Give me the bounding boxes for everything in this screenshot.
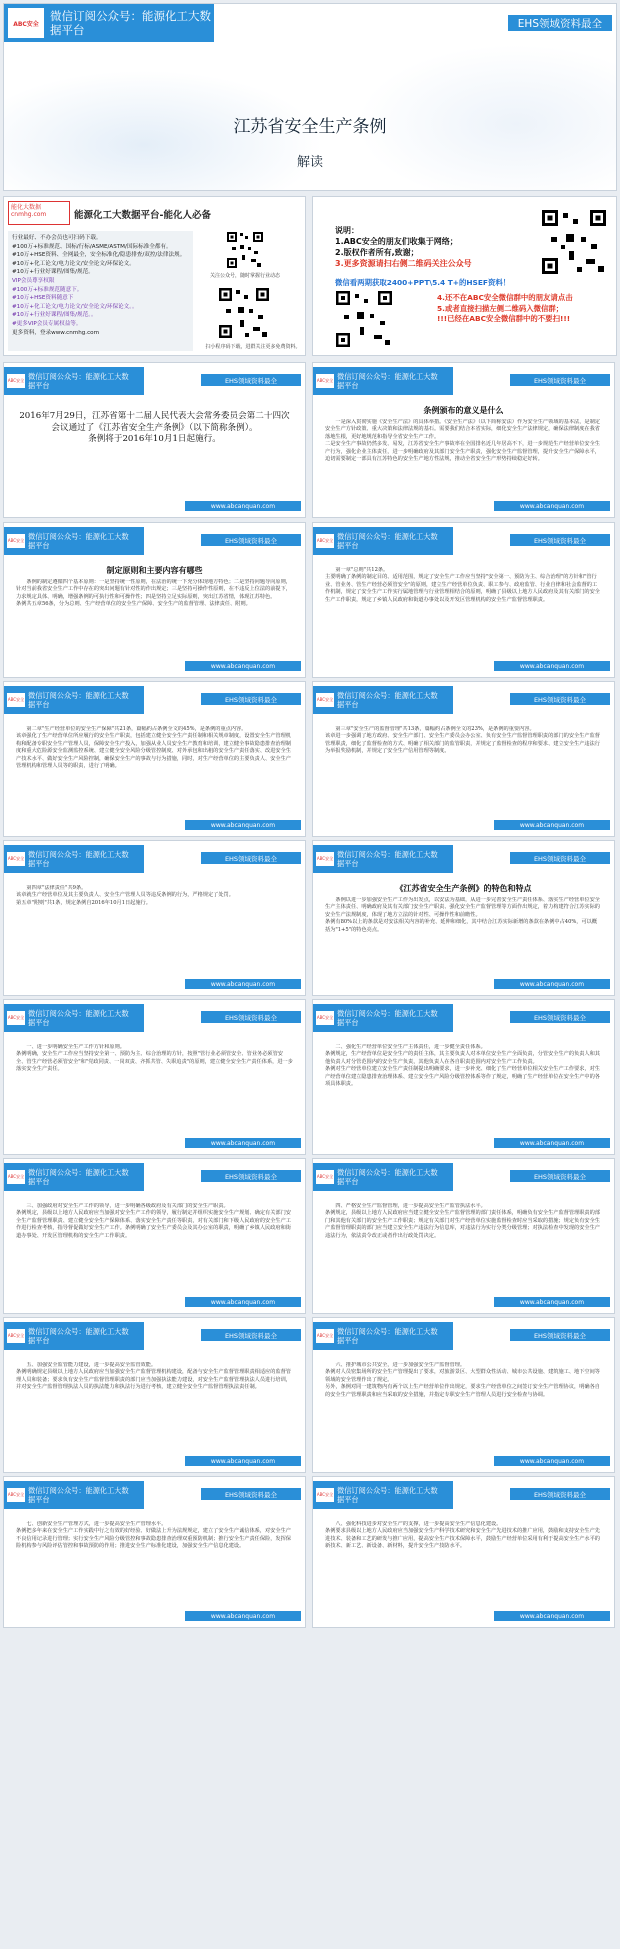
slide-header-left-text: 微信订阅公众号：能源化工大数据平台 [337,1327,438,1345]
footer-url-link[interactable]: www.abcanquan.com [494,979,610,989]
ad-line: #100万+标准规范随意下。 [12,286,83,293]
ad-line: #更多VIP会员专属权益等。 [12,320,82,327]
content-slide [3,522,306,678]
header-banner [4,4,214,42]
slide-header-right-text: EHS领域资料最全 [201,1329,301,1341]
slide-header-left-text: 微信订阅公众号：能源化工大数据平台 [28,850,129,868]
highlight-line: 微信看两期获取2400+PPT\5.4 T+的HSEF资料！ [335,278,511,287]
content-slide [3,362,306,518]
abc-logo: ABC安全 [8,8,44,38]
slide-header-right-text: EHS领域资料最全 [510,693,610,705]
note-line: 5.或者直接扫描左侧二维码入微信群； [437,303,564,313]
notice-item: 2.版权作者所有,致谢； [335,248,419,257]
slide-heading: 制定原则和主要内容有哪些 [106,565,203,575]
slide-header-right-text: EHS领域资料最全 [201,374,301,386]
slide-header-left-text: 微信订阅公众号：能源化工大数据平台 [28,691,129,709]
slide-body: 2016年7月29日，江苏省第十二届人民代表大会常务委员会第二十四次会议通过了《江苏省安全生产条例》（以下简称条例）。 条例将于2016年10月1日起施行。 [19,411,290,444]
slide-body: 一、进一步明确安全生产工作方针和原则。 条例明确，安全生产工作应当坚持安全第一、预防为主、综合治理的方针，按照"管行业必须管安全、管业务必须管安全、管生产经营必须管安全"和"党政同责、一岗双责、齐抓共管、失职追责"的原则，建立健全安全生产责任体系，进一步落实安全生产责任。 [16,1044,293,1073]
slide-header-right-text: EHS领域资料最全 [201,534,301,546]
abc-logo: ABC安全 [7,693,25,707]
footer-url-link[interactable]: www.abcanquan.com [185,1456,301,1466]
abc-logo: ABC安全 [7,852,25,866]
abc-logo: ABC安全 [7,1488,25,1502]
slide-header-banner [313,686,453,714]
slide-body: 第二章"生产经营单位的安全生产保障"共21条，篇幅约占条例全文的45%，是条例的重点内容。 该章强化了生产经营单位所应履行的安全生产职责，包括建立健全安全生产责任制和相关规章制度，设置安全生产管理机构和配备专职安全生产管理人员，保障安全生产投入，加强从业人员安全生产教育和培训，建立健全事故隐患排查治理制度和重大危险源安全监测监控系统、建立健全安全风险分级管控制度、对外承包和出租的安全生产责任落实、改进安全生产技术水平、做好安全生产风险控制，确保安全生产的事故与行为措施，同时，对生产经营单位的主要负责人、安全生产管理机构和管理人员等的职责，进行了明确。 [16,726,291,770]
slide-header-banner [4,1481,144,1509]
content-slide [312,362,615,518]
content-slide [3,999,306,1155]
mini-program-qr-icon[interactable] [218,287,270,339]
ad-heading: 能源化工大数据平台-能化人必备 [74,210,211,221]
page-subtitle: 解读 [296,155,323,170]
slide-body: 第四章"法律责任"共9条。 该章就生产经营单位及其主要负责人、安全生产管理人员等违反条例的行为，严格规定了处罚。 第五章"附则"共1条，规定条例自2016年10月1日起施行。 [16,885,234,906]
slide-header-banner [4,845,144,873]
page-title: 江苏省安全生产条例 [233,117,387,137]
ad-line: #100万+标准规范、国标/行标/ASME/ASTM/国际标准全都有。 [12,243,172,250]
slide-header-left-text: 微信订阅公众号：能源化工大数据平台 [28,532,129,550]
slide-header-right-text: EHS领域资料最全 [510,1170,610,1182]
ad-line: #10万+行业好课程/图集/规范。 [12,269,94,276]
abc-logo: ABC安全 [316,852,334,866]
footer-url-link[interactable]: www.abcanquan.com [185,1611,301,1621]
footer-url-link[interactable]: www.abcanquan.com [494,820,610,830]
slide-header-banner [313,1163,453,1191]
footer-url-link[interactable]: www.abcanquan.com [494,501,610,511]
slide-header-banner [313,1481,453,1509]
notice-block [335,225,472,269]
ad-line: 行业最好、不办会员也可扫码下载。 [12,235,102,241]
footer-url-link[interactable]: www.abcanquan.com [494,1611,610,1621]
footer-url-link[interactable]: www.abcanquan.com [185,1138,301,1148]
slide-header-right-text: EHS领域资料最全 [201,1170,301,1182]
ad-line: #10万+HSE资料随意下 [12,295,74,302]
slide-header-right-text: EHS领域资料最全 [201,1488,301,1500]
footer-url-link[interactable]: www.abcanquan.com [494,1456,610,1466]
slide-body: 三、加强政府对安全生产工作的领导，进一步明确各级政府及有关部门的安全生产职责。 条例规定，县级以上地方人民政府应当加强对安全生产工作的领导，履行制定并组织实施安全生产规划、确定有关部门安全生产监督管理职责、建立健全安全生产保障体系、落实安全生产责任等职责，对有关部门和下级人民政府的安全生产工作进行检查考核，指导督促做好安全生产工作。条例明确了安全生产委员会及其办公室的职责，明确了乡镇人民政府和街道办事处、开发区管理机构的安全生产工作职责。 [16,1203,291,1239]
title-slide [3,3,617,191]
qr-code-icon[interactable] [226,231,264,269]
slide-body: 二、强化生产经营单位安全生产主体责任，进一步健全责任体系。 条例规定，生产经营单位是安全生产的责任主体，其主要负责人对本单位安全生产全面负责，分管安全生产的负责人和其他负责人对分管范围内的安全生产负责，其他负责人在各自职责范围内对安全生产工作负责。 条例对生产经营单位建立安全生产责任制提出明确要求，进一步补充、细化了生产经营单位相关安全生产工作要求，对生产经营单位建立隐患排查治理体系、建立安全生产风险分级管控体系等作了规定，明确了生产经营单位在安全生产中的各项具体职责。 [325,1044,600,1088]
abc-logo: ABC安全 [7,1329,25,1343]
content-slide [312,1158,615,1314]
footer-url-link[interactable]: www.abcanquan.com [185,979,301,989]
slide-header-banner [313,367,453,395]
slide-header-left-text: 微信订阅公众号：能源化工大数据平台 [28,1009,129,1027]
slide-body: 七、创新安全生产管理方式，进一步提高安全生产管理水平。 条例把多年来在安全生产工作实践中行之有效的好经验、好做法上升为法规规定，建立了安全生产诚信体系，对安全生产不良信用记录进行管理；实行安全生产风险分级管控和事故隐患排查治理双重预防机制；推行安全生产责任保险，发挥保险机构参与风险评估管控和事故预防的作用；推进安全生产标准化建设，加强安全生产信息化建设。 [16,1521,291,1550]
abc-logo: ABC安全 [7,1170,25,1184]
footer-url-link[interactable]: www.abcanquan.com [494,1297,610,1307]
header-left-text: 微信订阅公众号：能源化工大数据平台 [50,9,211,37]
ad-line: #10万+行业好课程/图集/规范。。 [12,312,97,319]
slide-header-left-text: 微信订阅公众号：能源化工大数据平台 [28,372,129,390]
abc-logo: ABC安全 [316,1329,334,1343]
slide-body: 一是深入贯彻实施《安全生产法》的具体举措。《安全生产法》（以下简称安法）作为安全生产领域的基本法，是制定安全生产方针政策、重大决策和法律法规的基石。需要我们结合本省实际，细化安全生产法律规定，确保法律制度在我省落地生根，更好地规范和指导全省安全生产工作。 二是安全生产事故仍然多发、易发，江苏省安全生产事故率在全国排名近几年居高不下，进一步规范生产经营单位安全生产行为，强化企业主体责任，进一步明确政府及其部门安全生产职责，强化安全生产监督管理，提升安全生产保障水平，迫切需要制定一部具有江苏特色的安全生产地方性法规，推动全省安全生产形势持续稳定好转。 [325,419,600,463]
ad-line: VIP会员尊享权限 [12,277,55,284]
qr-caption: 扫小程序码下载，进群关注更多免费资料。 [205,344,301,350]
footer-url-link[interactable]: www.abcanquan.com [494,1138,610,1148]
slide-header-right-text: EHS领域资料最全 [510,534,610,546]
content-slide [3,1158,306,1314]
slide-header-banner [4,1322,144,1350]
slide-body: 条例的制定遵循四个基本原则：一是坚持统一性原则，在法治的统一下充分体现地方特色；二是坚持问题导向原则，针对当前我省安全生产工作中存在的突出问题有针对性的作出规定；三是坚持可操作性原则，在不违反上位法的前提下，力求规定具体、明确，增强条例的可执行性和可操作性；四是坚持立足实际原则，突出江苏省情，体现江苏特色。 条例共五章56条，分为总则、生产经营单位的安全生产保障、安全生产的监督管理、法律责任、附则。 [16,579,291,608]
note-line: !!!已经在ABC安全微信群中的不要扫!!! [437,314,571,323]
content-slide [312,999,615,1155]
notice-item: 3.更多资源请扫右侧二维码关注公众号 [335,259,472,268]
slide-header-banner [313,1004,453,1032]
content-slide [3,1476,306,1628]
slide-header-right-text: EHS领域资料最全 [201,1011,301,1023]
slide-header-left-text: 微信订阅公众号：能源化工大数据平台 [337,1486,438,1504]
abc-logo: ABC安全 [316,1170,334,1184]
cnmhg-logo: 能化大数据 cnmhg.com [8,201,70,225]
content-slide [312,840,615,996]
footer-url-link[interactable]: www.abcanquan.com [185,1297,301,1307]
slide-header-left-text: 微信订阅公众号：能源化工大数据平台 [337,372,438,390]
content-slide [312,1476,615,1628]
slide-header-left-text: 微信订阅公众号：能源化工大数据平台 [28,1486,129,1504]
slide-header-banner [4,367,144,395]
notice-heading: 说明： [335,226,359,235]
slide-header-banner [313,1322,453,1350]
ad-panel-left [3,196,306,356]
ad-line: #10万+化工论文/电力论文/安全论文/环保论文。。 [12,303,138,310]
slide-header-right-text: EHS领域资料最全 [510,1329,610,1341]
content-slide [312,1317,615,1473]
notice-item: 1.ABC安全的朋友们收集于网络； [335,237,458,246]
abc-logo: ABC安全 [7,374,25,388]
wechat-group-qr-icon[interactable] [335,290,393,348]
slide-header-left-text: 微信订阅公众号：能源化工大数据平台 [28,1168,129,1186]
slide-header-right-text: EHS领域资料最全 [201,693,301,705]
qr-code-icon[interactable] [541,209,607,275]
slide-body: 条例以进一步加强安全生产工作为出发点，以安法为基础，从进一步完善安全生产责任体系、落实生产经营单位安全生产主体责任、明确政府及其有关部门安全生产职责、强化安全生产监督管理等方面作出规定，着力构建符合江苏实际的安全生产法规制度，体现了地方立法的针对性、可操作性和前瞻性。 条例有80%以上的条款是对安法相关内容的补充、延伸和细化，其中结合江苏实际新增的条款在条例中占40%，可以概括为"1+5"的特色亮点。 [325,897,600,933]
slide-heading: 《江苏省安全生产条例》的特色和特点 [395,883,532,893]
slide-header-left-text: 微信订阅公众号：能源化工大数据平台 [337,1168,438,1186]
slide-header-banner [313,845,453,873]
ad-panel-right [312,196,617,356]
slide-header-banner [4,1004,144,1032]
qr-caption: 关注公众号，随时掌握行业动态 [209,273,280,279]
slide-header-banner [4,1163,144,1191]
abc-logo: ABC安全 [7,534,25,548]
slide-header-right-text: EHS领域资料最全 [201,852,301,864]
slide-header-left-text: 微信订阅公众号：能源化工大数据平台 [337,532,438,550]
abc-logo: ABC安全 [7,1011,25,1025]
slide-header-right-text: EHS领域资料最全 [510,1011,610,1023]
notes-block [437,293,573,325]
slide-header-banner [4,686,144,714]
slide-body: 六、推护城市公共安全，进一步加强安全生产监督管理。 条例对人员密集场所的安全生产管理提出了要求，对旅游景区、大型群众性活动、城市公共设施、建筑施工、地下空间等领域的安全管理作出了规定。 另外，条例对同一建筑物内有两个以上生产经营单位作出规定，要求生产经营单位之间签订安全生产管理协议，明确各自的安全生产管理职责和应当采取的安全措施，并指定专职安全生产管理人员进行安全检查与协调。 [325,1362,600,1398]
content-slide [3,1317,306,1473]
content-slide [3,840,306,996]
ad-feature-list [8,231,193,351]
slide-header-left-text: 微信订阅公众号：能源化工大数据平台 [337,1009,438,1027]
header-right-text: EHS领域资料最全 [508,15,612,31]
slide-body: 五、加强安全监管能力建设，进一步提高安全监管效能。 条例明确规定县级以上地方人民政府应当加强安全生产监督管理机构建设，配备与安全生产监督管理职责相适应的监督管理人员和装备；要求负有安全生产监督管理职责的部门应当加强执法能力建设，对安全生产监督管理执法人员进行培训，并对安全生产监督管理执法人员的执法能力和执法行为进行考核，建立健全安全生产监督管理执法责任制。 [16,1362,291,1391]
content-slide [312,681,615,837]
ad-line: 更多资料，登录www.cnmhg.com [12,329,100,336]
abc-logo: ABC安全 [316,534,334,548]
slide-header-right-text: EHS领域资料最全 [510,1488,610,1500]
content-slide [312,522,615,678]
content-slide [3,681,306,837]
slide-body: 第一章"总则"共12条。 主要明确了条例的制定目的、适用范围，规定了安全生产工作应当坚持"安全第一、预防为主、综合治理"的方针和"管行业、管业务、管生产经营必须管安全"的原则，建立生产经营单位负责、职工参与、政府监管、行业自律和社会监督的工作机制，规定了安全生产工作实行属地管理与行业管理相结合的原则，明确了县级以上地方人民政府及其有关部门的安全生产工作职责，规定了乡镇人民政府和街道办事处以及开发区管理机构的安全生产监督管理职责。 [325,567,600,603]
footer-url-link[interactable]: www.abcanquan.com [494,661,610,671]
footer-url-link[interactable]: www.abcanquan.com [185,820,301,830]
abc-logo: ABC安全 [316,1488,334,1502]
slide-body: 四、严格安全生产监督管理，进一步提高安全生产监管执法水平。 条例规定，县级以上地方人民政府应当建立健全安全生产监督管理的部门责任体系，明确负有安全生产监督管理职责的部门和其他有关部门的安全生产工作职责；规定有关部门对生产经营单位实施监督检查时应当采取的措施；规定负有安全生产监督管理职责的部门应当建立安全生产违法行为信息库，对违法行为实行分类分级管理；对执法检查中发现的安全生产违法行为，依法责令改正或者作出行政处罚决定。 [325,1203,600,1239]
footer-url-link[interactable]: www.abcanquan.com [185,501,301,511]
slide-header-right-text: EHS领域资料最全 [510,374,610,386]
ad-line: #10万+化工论文/电力论文/安全论文/环保论文。 [12,260,135,267]
slide-header-banner [313,527,453,555]
abc-logo: ABC安全 [316,374,334,388]
slide-header-banner [4,527,144,555]
slide-header-left-text: 微信订阅公众号：能源化工大数据平台 [337,850,438,868]
slide-header-left-text: 微信订阅公众号：能源化工大数据平台 [28,1327,129,1345]
note-line[interactable]: 4.还不在ABC安全微信群中的朋友请点击 [437,293,573,302]
ad-line: #10万+HSE资料、全网最全，安全标准化/隐患排查/双控/法律法规。 [12,252,186,259]
slide-heading: 条例颁布的意义是什么 [423,405,504,415]
slide-body: 第三章"安全生产的监督管理"共13条，篇幅约占条例全文的23%，是条例的重要内容。 该章进一步强调了地方政府、安全生产部门、安全生产委员会办公室、负有安全生产监督管理职责的部门的安全生产监督管理职责，细化了监督检查的方式、明确了相关部门的监管职责，并规定了监督检查的程序和要求、建立安全生产违法行为举报奖励机制，并规定了安全生产信用管理等制度。 [325,726,600,755]
slide-body: 八、强化科技进步对安全生产的支撑，进一步提高安全生产信息化建设。 条例要求县级以上地方人民政府应当加强安全生产科学技术研究和安全生产先进技术的推广应用，鼓励和支持安全生产先进技术、装备和工艺的研发与推广应用，提高安全生产技术保障水平，鼓励生产经营单位采用有利于提高安全生产水平的新技术、新工艺、新设备、新材料，提升安全生产技防水平。 [325,1521,600,1550]
abc-logo: ABC安全 [316,693,334,707]
footer-url-link[interactable]: www.abcanquan.com [185,661,301,671]
slide-header-left-text: 微信订阅公众号：能源化工大数据平台 [337,691,438,709]
slide-header-right-text: EHS领域资料最全 [510,852,610,864]
abc-logo: ABC安全 [316,1011,334,1025]
